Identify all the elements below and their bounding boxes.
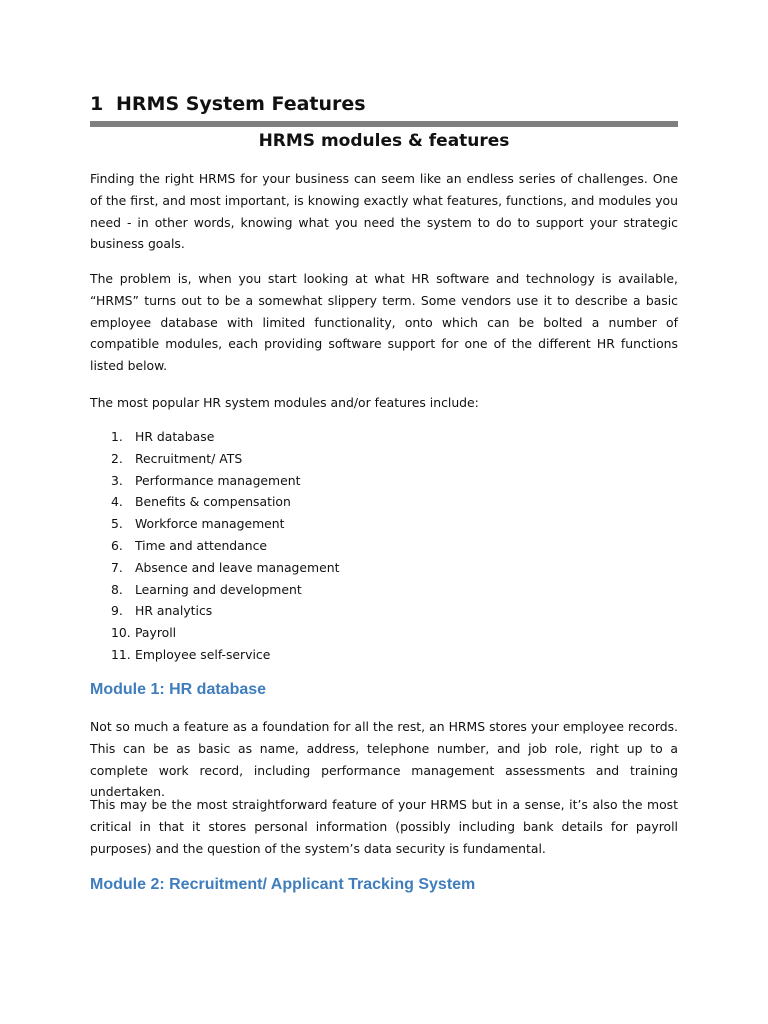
module1-paragraph-1: Not so much a feature as a foundation for all the rest, an HRMS stores your employee records. This can be as basic as name, address, telephone number, and job role, right up to a complete work record, including performance management assessments and training undertaken. bbox=[90, 719, 678, 800]
list-intro-paragraph: The most popular HR system modules and/or features include: bbox=[90, 395, 479, 410]
module1-heading: Module 1: HR database bbox=[90, 681, 267, 698]
list-item: 7. Absence and leave management bbox=[111, 559, 340, 575]
list-item: 8. Learning and development bbox=[111, 581, 302, 597]
list-item: 5. Workforce management bbox=[111, 516, 285, 532]
module1-paragraph-2: This may be the most straightforward feature of your HRMS but in a sense, it’s also the most critical in that it stores personal information (possibly including bank details for payroll purposes) and the question of the system’s data security is fundamental. bbox=[90, 797, 678, 856]
section-title: HRMS System Features bbox=[116, 93, 366, 115]
list-item: 2. Recruitment/ ATS bbox=[111, 450, 243, 466]
module2-heading: Module 2: Recruitment/ Applicant Tracking System bbox=[90, 876, 476, 893]
list-item: 11. Employee self-service bbox=[111, 646, 271, 662]
list-item: 9. HR analytics bbox=[111, 603, 213, 619]
list-item: 4. Benefits & compensation bbox=[111, 494, 291, 510]
list-item: 10. Payroll bbox=[111, 625, 177, 641]
subheading: HRMS modules & features bbox=[258, 131, 510, 151]
section-heading bbox=[90, 92, 678, 116]
problem-paragraph: The problem is, when you start looking at what HR software and technology is available, “HRMS” turns out to be a somewhat slippery term. Some vendors use it to describe a basic employee database with limited functionality, onto which can be bolted a number of compatible modules, each providing software support for one of the different HR functions listed below. bbox=[90, 271, 678, 374]
heading-rule bbox=[90, 121, 678, 127]
intro-paragraph: Finding the right HRMS for your business can seem like an endless series of challenges. One of the first, and most important, is knowing exactly what features, functions, and modules you need - in other words, knowing what you need the system to do to support your strategic business goals. bbox=[90, 171, 678, 252]
list-item: 6. Time and attendance bbox=[111, 537, 268, 553]
list-item: 1. HR database bbox=[111, 429, 215, 444]
modules-list bbox=[90, 426, 678, 666]
list-item: 3. Performance management bbox=[111, 472, 301, 488]
section-number: 1 bbox=[90, 93, 104, 115]
